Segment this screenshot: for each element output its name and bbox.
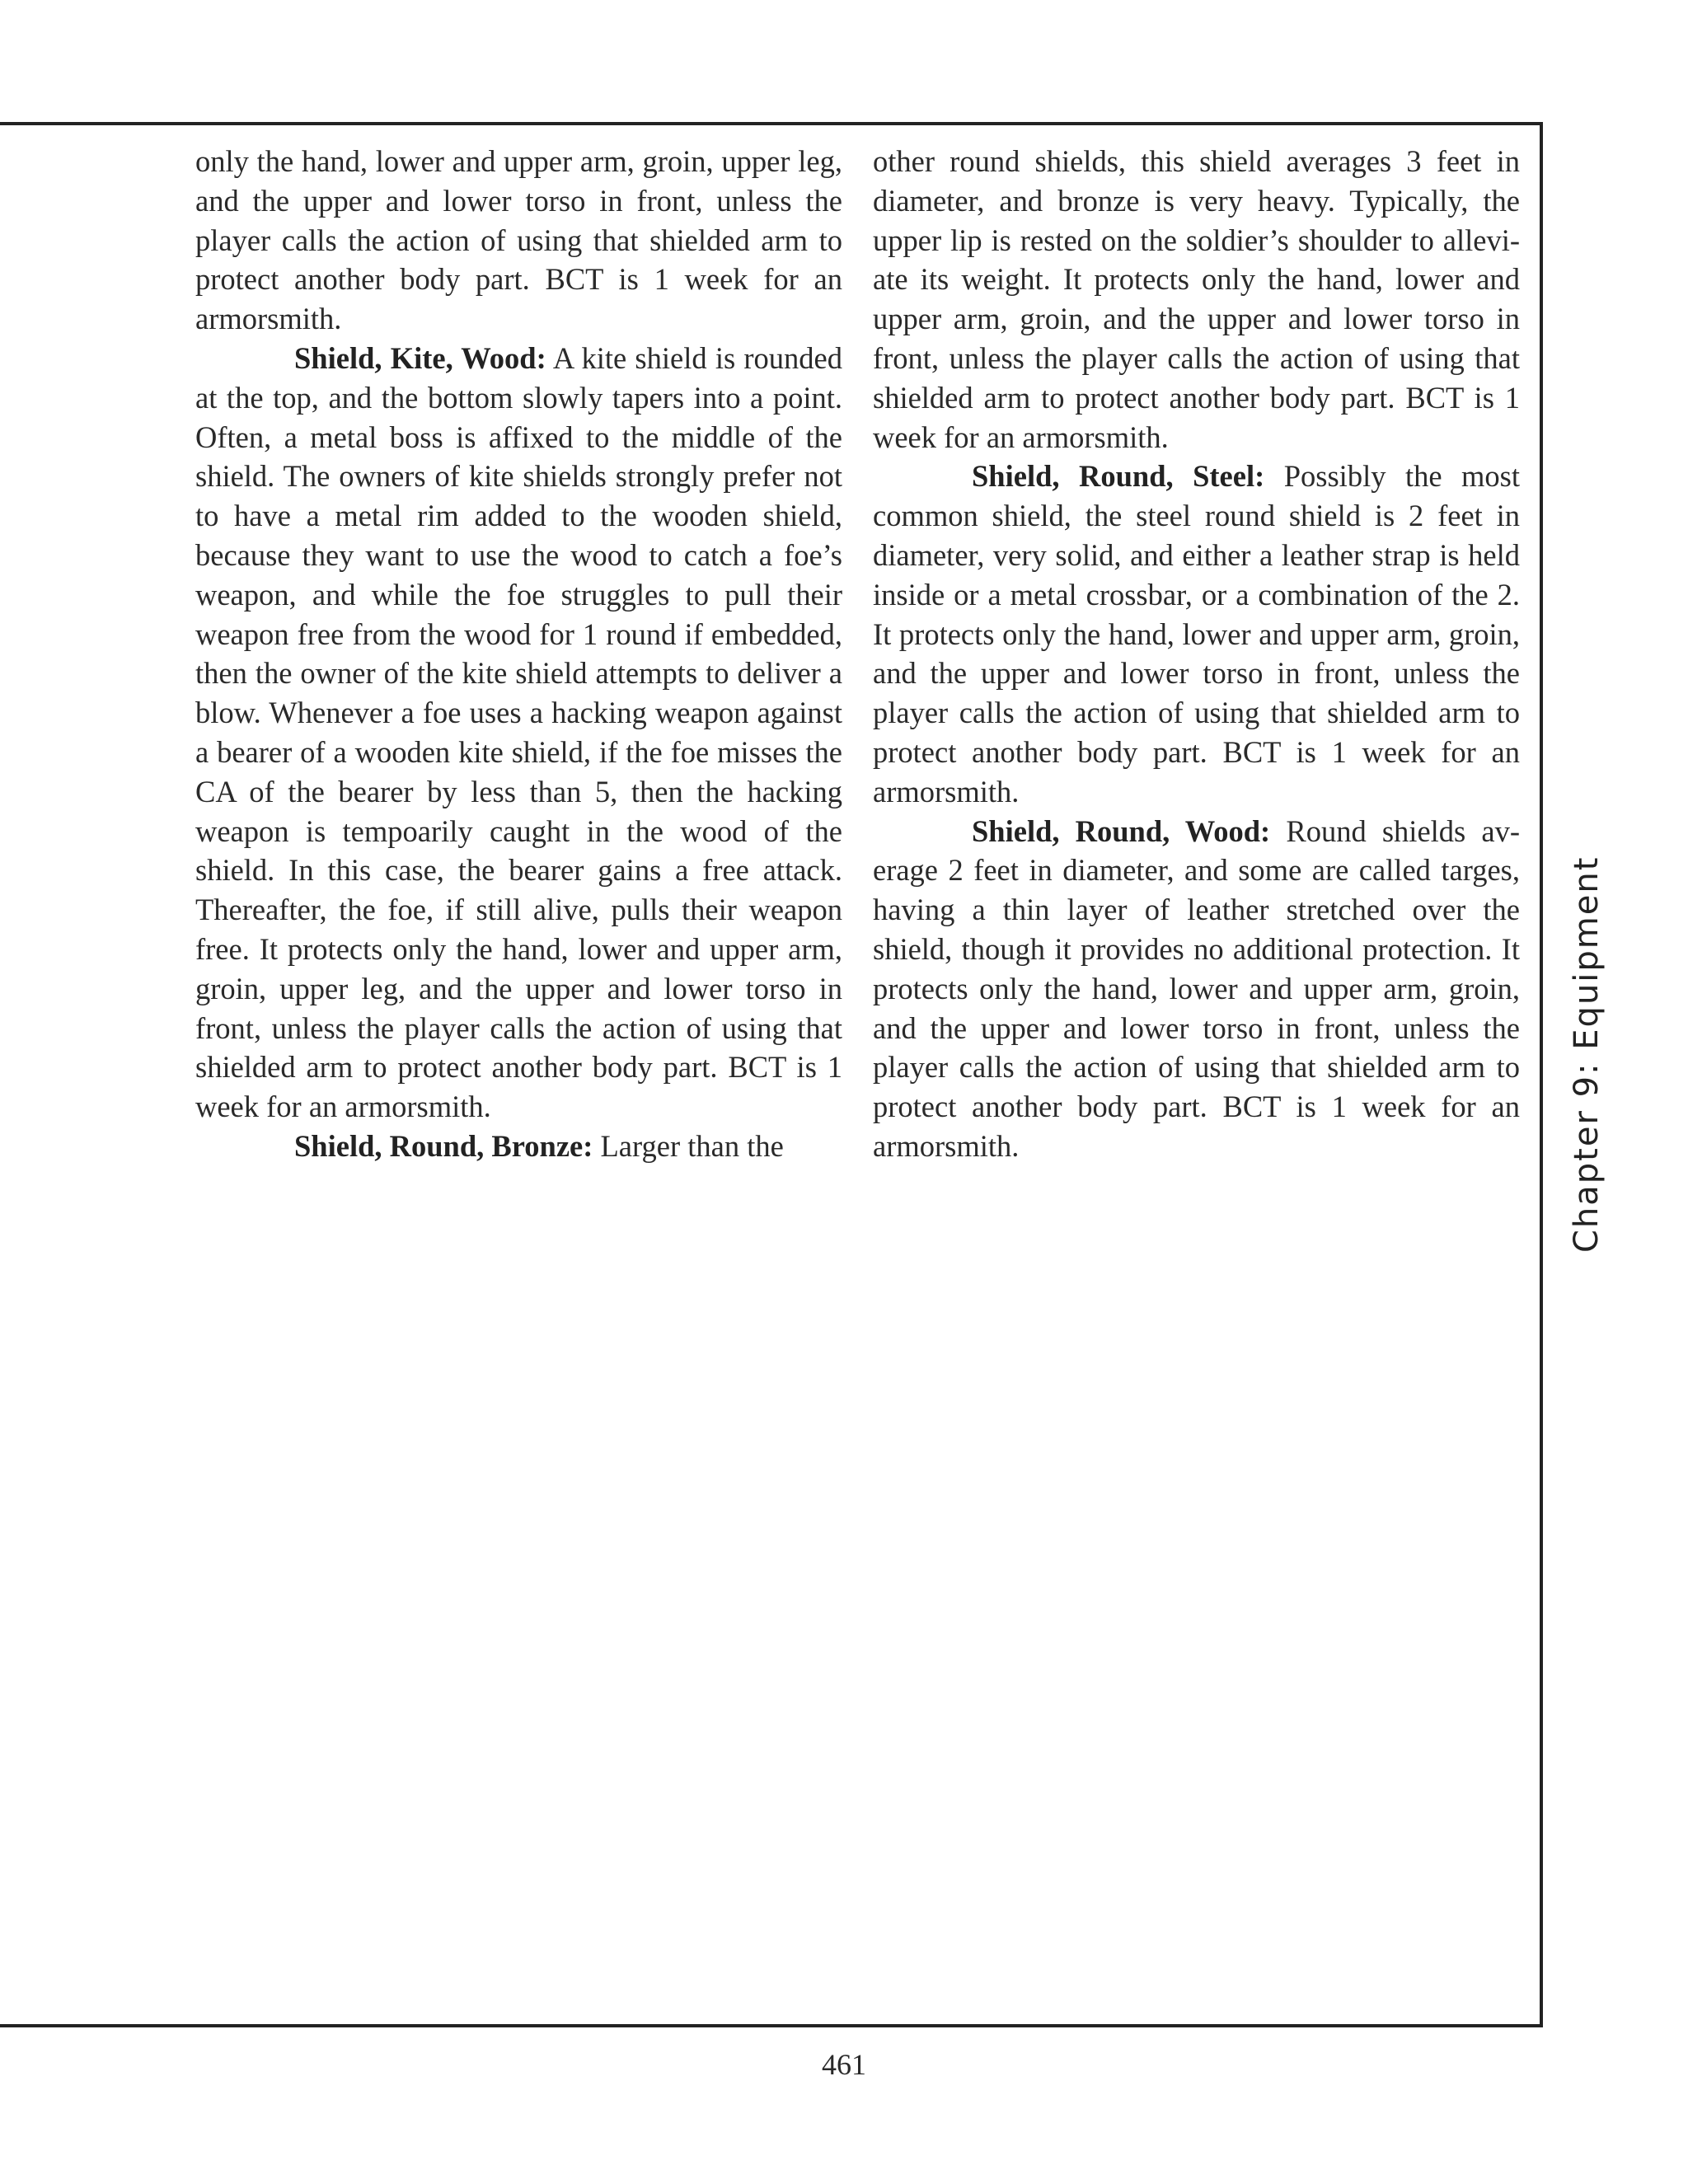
entry-text: Possibly the most common shield, the steel round shield is 2 feet in diameter, very solid, and either a leather strap is held inside or a metal crossbar, or a combination of the 2. It protects only the hand, lower and upper arm, groin, and the upper and lower torso in front, unless the player calls the action of using that shielded arm to protect another body part. BCT is 1 week for an armorsmith.: [873, 459, 1520, 808]
paragraph-continuation: [873, 142, 1520, 457]
entry-text: Larger than the: [593, 1128, 784, 1163]
paragraph-text: other round shields, this shield averages 3 feet in diameter, and bronze is very heavy. Typically, the upper lip is rested on the soldier’s shoulder to alleviate its weight. It protects only the hand, lower and upper arm, groin, and the upper and lower torso in front, unless the player calls the action of using that shielded arm to protect another body part. BCT is 1 week for an armorsmith.: [873, 144, 1520, 454]
right-column: [873, 142, 1520, 1166]
entry-shield-round-bronze: [195, 1127, 842, 1166]
entry-text: A kite shield is rounded at the top, and the bottom slowly tapers into a point. Often, a metal boss is affixed to the middle of the shield. The owners of kite shields strongly prefer not to have a metal rim added to the wooden shield, because they want to use the wood to catch a foe’s weapon, and while the foe struggles to pull their weapon free from the wood for 1 round if embedded, then the owner of the kite shield attempts to deliver a blow. Whenever a foe uses a hacking weapon against a bearer of a wooden kite shield, if the foe misses the CA of the bearer by less than 5, then the hacking weapon is tempoarily caught in the wood of the shield. In this case, the bearer gains a free attack. Thereafter, the foe, if still alive, pulls their weapon free. It protects only the hand, lower and upper arm, groin, upper leg, and the upper and lower torso in front, unless the player calls the action of using that shielded arm to protect another body part. BCT is 1 week for an armorsmith.: [195, 340, 842, 1124]
entry-title: Shield, Round, Wood:: [972, 813, 1271, 848]
paragraph-text: only the hand, lower and upper arm, groin, upper leg, and the upper and lower torso in front, unless the player calls the action of using that shielded arm to protect another body part. BCT is 1 week for an armorsmith.: [195, 144, 842, 336]
entry-title: Shield, Round, Bronze:: [294, 1128, 593, 1163]
page-number: 461: [822, 2048, 866, 2081]
entry-title: Shield, Round, Steel:: [972, 459, 1265, 494]
entry-shield-kite-wood: [195, 339, 842, 1127]
chapter-tab: Chapter 9: Equipment: [1568, 855, 1606, 1253]
paragraph-continuation: [195, 142, 842, 339]
entry-title: Shield, Kite, Wood:: [294, 340, 546, 375]
entry-shield-round-wood: [873, 812, 1520, 1166]
entry-shield-round-steel: [873, 457, 1520, 811]
left-column: [195, 142, 842, 1166]
entry-text: Round shields average 2 feet in diameter, and some are called targes, having a thin layer of leather stretched over the shield, though it provides no additional protection. It protects only the hand, lower and upper arm, groin, and the upper and lower torso in front, unless the player calls the action of using that shielded arm to protect another body part. BCT is 1 week for an armorsmith.: [873, 813, 1521, 1163]
